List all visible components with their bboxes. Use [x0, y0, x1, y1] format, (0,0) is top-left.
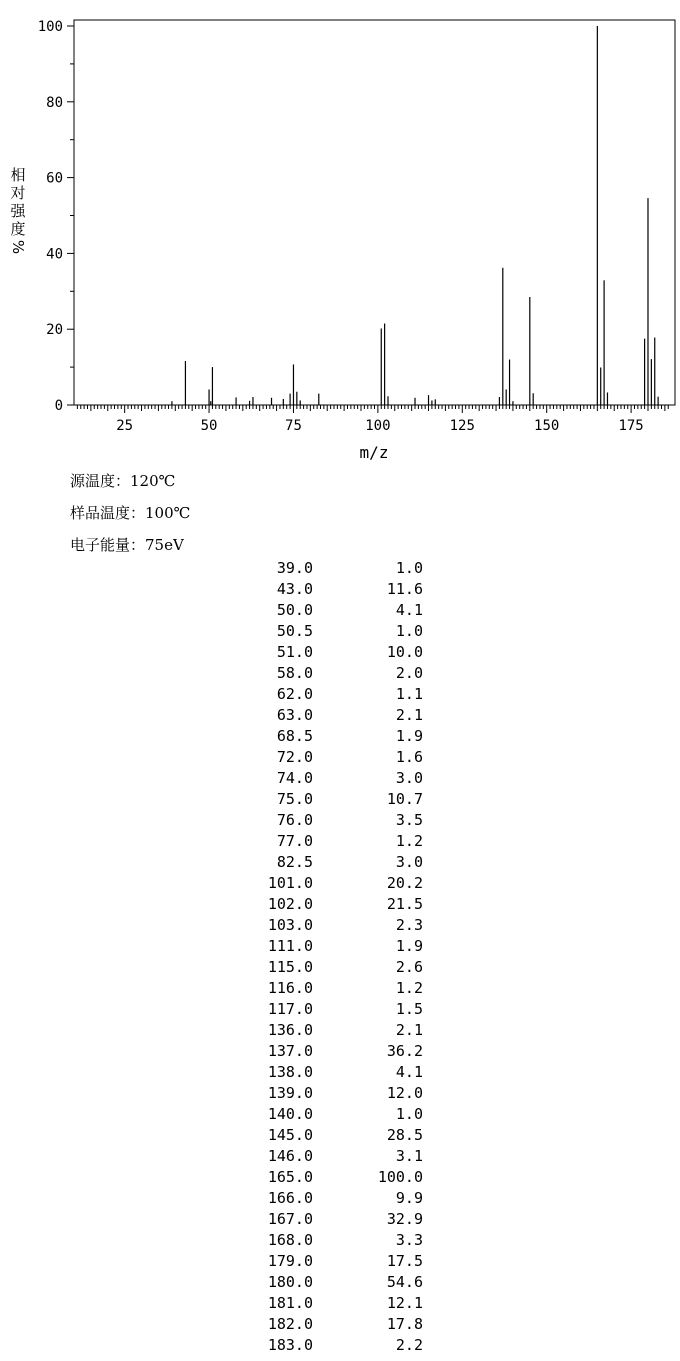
abundance-value: 9.9 — [395, 1189, 423, 1207]
table-row — [240, 1146, 430, 1167]
abundance-value: 3.1 — [395, 1147, 423, 1165]
abundance-value: 21.5 — [386, 895, 423, 913]
table-row — [240, 1209, 430, 1230]
mz-value: 75.0 — [276, 790, 313, 808]
mz-value: 167.0 — [267, 1210, 313, 1228]
table-row — [240, 894, 430, 915]
abundance-value: 1.9 — [395, 937, 423, 955]
abundance-value: 11.6 — [386, 580, 423, 598]
y-label-char: 对 — [10, 184, 26, 202]
mz-value: 146.0 — [267, 1147, 313, 1165]
abundance-value: 12.1 — [386, 1294, 423, 1312]
table-row — [240, 789, 430, 810]
abundance-value: 2.6 — [395, 958, 423, 976]
abundance-value: 17.8 — [386, 1315, 423, 1333]
mz-value: 43.0 — [276, 580, 313, 598]
table-row — [240, 1188, 430, 1209]
table-row — [240, 915, 430, 936]
mz-value: 137.0 — [267, 1042, 313, 1060]
y-label-char: 相 — [10, 166, 26, 184]
mz-value: 58.0 — [276, 664, 313, 682]
y-tick-label: 40 — [46, 246, 63, 263]
abundance-value: 3.5 — [395, 811, 423, 829]
x-tick-label: 175 — [618, 418, 644, 434]
abundance-value: 3.0 — [395, 769, 423, 787]
x-tick-label: 125 — [449, 418, 475, 434]
abundance-value: 10.7 — [386, 790, 423, 808]
y-tick-label: 60 — [46, 170, 63, 187]
abundance-value: 4.1 — [395, 601, 423, 619]
mz-value: 179.0 — [267, 1252, 313, 1270]
abundance-value: 20.2 — [386, 874, 423, 892]
x-tick-label: 100 — [365, 418, 391, 434]
mz-value: 182.0 — [267, 1315, 313, 1333]
table-row — [240, 1020, 430, 1041]
x-tick-label: 25 — [116, 418, 134, 434]
table-row — [240, 999, 430, 1020]
sample-temperature: 样品温度：100℃ — [70, 504, 191, 522]
source-temperature: 源温度：120℃ — [70, 472, 176, 490]
abundance-value: 1.2 — [395, 832, 423, 850]
abundance-value: 2.1 — [395, 706, 423, 724]
abundance-value: 17.5 — [386, 1252, 423, 1270]
y-axis-label — [9, 166, 27, 254]
x-tick-label: 150 — [534, 418, 560, 434]
table-row — [240, 1251, 430, 1272]
mz-value: 62.0 — [276, 685, 313, 703]
mz-value: 63.0 — [276, 706, 313, 724]
mz-value: 77.0 — [276, 832, 313, 850]
mz-value: 140.0 — [267, 1105, 313, 1123]
table-row — [240, 1335, 430, 1356]
abundance-value: 1.0 — [395, 559, 423, 577]
y-tick-label: 80 — [46, 94, 63, 111]
mz-value: 76.0 — [276, 811, 313, 829]
table-row — [240, 663, 430, 684]
table-row — [240, 579, 430, 600]
mz-value: 74.0 — [276, 769, 313, 787]
mz-value: 181.0 — [267, 1294, 313, 1312]
mz-value: 145.0 — [267, 1126, 313, 1144]
abundance-value: 10.0 — [386, 643, 423, 661]
abundance-value: 2.2 — [395, 1336, 423, 1354]
mz-value: 139.0 — [267, 1084, 313, 1102]
table-row — [240, 1041, 430, 1062]
mz-value: 168.0 — [267, 1231, 313, 1249]
table-row — [240, 621, 430, 642]
abundance-value: 4.1 — [395, 1063, 423, 1081]
table-row — [240, 642, 430, 663]
mz-value: 136.0 — [267, 1021, 313, 1039]
abundance-value: 1.0 — [395, 622, 423, 640]
table-row — [240, 873, 430, 894]
peak-table — [240, 558, 430, 1356]
mz-value: 68.5 — [276, 727, 313, 745]
abundance-value: 3.0 — [395, 853, 423, 871]
abundance-value: 1.2 — [395, 979, 423, 997]
table-row — [240, 936, 430, 957]
mz-value: 111.0 — [267, 937, 313, 955]
table-row — [240, 600, 430, 621]
mz-value: 51.0 — [276, 643, 313, 661]
table-row — [240, 1272, 430, 1293]
mz-value: 50.5 — [276, 622, 313, 640]
table-row — [240, 768, 430, 789]
table-row — [240, 684, 430, 705]
table-row — [240, 978, 430, 999]
table-row — [240, 1104, 430, 1125]
abundance-value: 1.1 — [395, 685, 423, 703]
mz-value: 50.0 — [276, 601, 313, 619]
mz-value: 117.0 — [267, 1000, 313, 1018]
table-row — [240, 831, 430, 852]
y-label-char: 强 — [10, 202, 26, 220]
x-tick-label: 50 — [200, 418, 218, 434]
mz-value: 166.0 — [267, 1189, 313, 1207]
mass-spectrum-chart — [0, 0, 680, 470]
abundance-value: 1.5 — [395, 1000, 423, 1018]
abundance-value: 2.0 — [395, 664, 423, 682]
mz-value: 138.0 — [267, 1063, 313, 1081]
mz-value: 103.0 — [267, 916, 313, 934]
abundance-value: 2.3 — [395, 916, 423, 934]
peak-bars — [172, 26, 658, 405]
abundance-value: 100.0 — [377, 1168, 423, 1186]
mz-value: 165.0 — [267, 1168, 313, 1186]
abundance-value: 1.9 — [395, 727, 423, 745]
mz-value: 116.0 — [267, 979, 313, 997]
table-row — [240, 1062, 430, 1083]
abundance-value: 54.6 — [386, 1273, 423, 1291]
abundance-value: 36.2 — [386, 1042, 423, 1060]
mz-value: 102.0 — [267, 895, 313, 913]
x-tick-label: 75 — [285, 418, 302, 434]
abundance-value: 1.6 — [395, 748, 423, 766]
abundance-value: 3.3 — [395, 1231, 423, 1249]
table-row — [240, 558, 430, 579]
table-row — [240, 747, 430, 768]
y-tick-label: 100 — [37, 19, 63, 35]
abundance-value: 1.0 — [395, 1105, 423, 1123]
table-row — [240, 705, 430, 726]
electron-energy: 电子能量：75eV — [70, 536, 184, 554]
mz-value: 115.0 — [267, 958, 313, 976]
x-axis — [77, 405, 668, 434]
mz-value: 101.0 — [267, 874, 313, 892]
table-row — [240, 1293, 430, 1314]
mz-value: 180.0 — [267, 1273, 313, 1291]
abundance-value: 32.9 — [386, 1210, 423, 1228]
y-tick-label: 0 — [54, 398, 63, 414]
table-row — [240, 1314, 430, 1335]
x-axis-label: m/z — [359, 443, 389, 462]
table-row — [240, 1230, 430, 1251]
table-row — [240, 726, 430, 747]
y-axis — [38, 19, 74, 414]
abundance-value: 28.5 — [386, 1126, 423, 1144]
mz-value: 39.0 — [276, 559, 313, 577]
table-row — [240, 810, 430, 831]
table-row — [240, 1167, 430, 1188]
mz-value: 183.0 — [267, 1336, 313, 1354]
abundance-value: 12.0 — [386, 1084, 423, 1102]
y-label-char: % — [9, 239, 27, 255]
y-tick-label: 20 — [46, 322, 63, 339]
mz-value: 82.5 — [276, 853, 313, 871]
table-row — [240, 1125, 430, 1146]
abundance-value: 2.1 — [395, 1021, 423, 1039]
plot-frame — [74, 20, 675, 405]
table-row — [240, 1083, 430, 1104]
table-row — [240, 957, 430, 978]
mz-value: 72.0 — [276, 748, 313, 766]
y-label-char: 度 — [10, 220, 26, 238]
table-row — [240, 852, 430, 873]
